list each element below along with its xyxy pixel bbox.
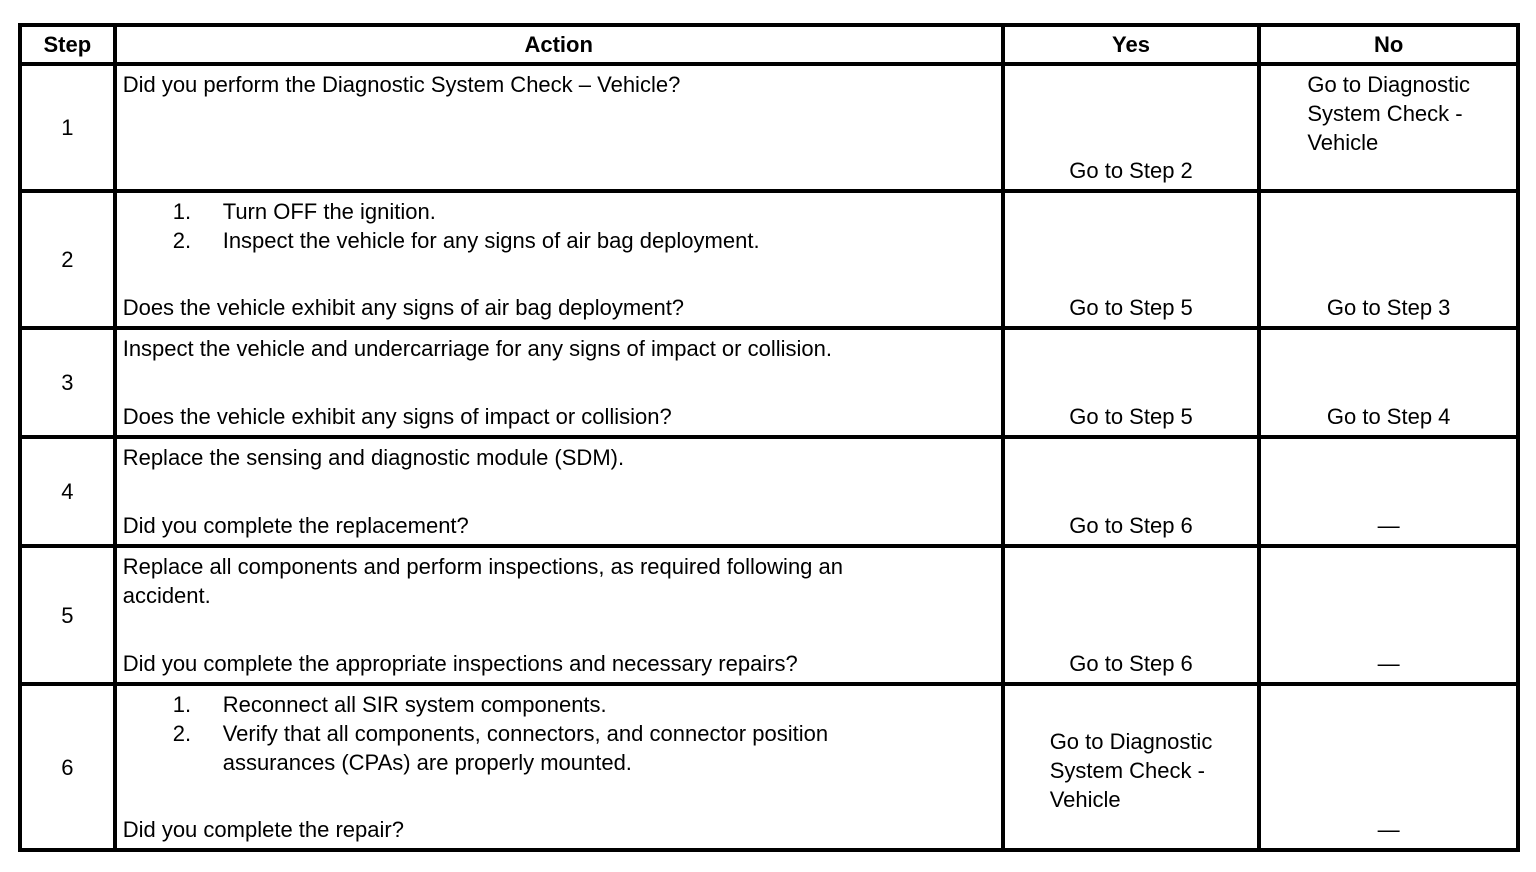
no-cell (1259, 64, 1518, 191)
header-yes: Yes (1003, 25, 1260, 64)
action-question: Did you complete the replacement? (122, 513, 469, 538)
list-line: assurances (CPAs) are properly mounted. (222, 750, 632, 775)
list-number: 1. (172, 199, 192, 224)
no-cell: — (1259, 437, 1518, 546)
list-item (123, 197, 995, 226)
no-line: Vehicle (1307, 130, 1379, 155)
header-step: Step (20, 25, 115, 64)
action-line: accident. (122, 583, 211, 608)
step-number: 3 (20, 328, 115, 437)
list-line: Verify that all components, connectors, and connector position (222, 721, 829, 746)
no-cell: — (1259, 546, 1518, 684)
step-number: 4 (20, 437, 115, 546)
action-text: Replace the sensing and diagnostic module (SDM). (122, 445, 625, 470)
action-cell (115, 191, 1003, 328)
table-row (20, 546, 1518, 684)
action-question: Did you complete the appropriate inspections and necessary repairs? (122, 651, 798, 676)
table-row (20, 191, 1518, 328)
action-cell (115, 437, 1003, 546)
action-list (123, 690, 995, 777)
action-cell (115, 546, 1003, 684)
list-item (123, 690, 995, 719)
table-row (20, 328, 1518, 437)
yes-cell: Go to Step 2 (1003, 64, 1260, 191)
table-row (20, 684, 1518, 850)
step-number: 6 (20, 684, 115, 850)
list-item (123, 226, 995, 255)
list-text: Turn OFF the ignition. (222, 199, 436, 224)
yes-cell: Go to Step 6 (1003, 546, 1260, 684)
yes-cell: Go to Step 5 (1003, 191, 1260, 328)
action-cell (115, 64, 1003, 191)
yes-cell: Go to Step 6 (1003, 437, 1260, 546)
list-text: Inspect the vehicle for any signs of air bag deployment. (222, 228, 760, 253)
list-number: 2. (172, 228, 192, 253)
action-line: Replace all components and perform inspections, as required following an (122, 554, 843, 579)
action-question: Did you complete the repair? (122, 817, 404, 842)
step-number: 1 (20, 64, 115, 191)
list-number: 2. (172, 721, 192, 746)
yes-text (1050, 727, 1213, 814)
no-line: Go to Diagnostic (1307, 72, 1470, 97)
action-cell (115, 684, 1003, 850)
action-text (123, 552, 995, 610)
list-number: 1. (172, 692, 192, 717)
header-action: Action (115, 25, 1003, 64)
table-row (20, 64, 1518, 191)
action-list (123, 197, 995, 255)
action-cell (115, 328, 1003, 437)
no-cell: Go to Step 3 (1259, 191, 1518, 328)
yes-line: Go to Diagnostic (1049, 728, 1213, 754)
action-question: Does the vehicle exhibit any signs of air bag deployment? (122, 295, 685, 320)
yes-cell (1003, 684, 1260, 850)
no-text (1307, 70, 1470, 157)
action-question: Does the vehicle exhibit any signs of impact or collision? (122, 404, 672, 429)
no-cell: — (1259, 684, 1518, 850)
list-text (223, 719, 828, 777)
header-no: No (1259, 25, 1518, 64)
table-row (20, 437, 1518, 546)
list-item (123, 719, 995, 777)
action-text: Did you perform the Diagnostic System Check – Vehicle? (122, 72, 681, 97)
yes-cell: Go to Step 5 (1003, 328, 1260, 437)
header-row (20, 25, 1518, 64)
step-number: 5 (20, 546, 115, 684)
no-cell: Go to Step 4 (1259, 328, 1518, 437)
list-text: Reconnect all SIR system components. (222, 692, 607, 717)
yes-line: System Check - (1049, 757, 1205, 783)
yes-line: Vehicle (1049, 786, 1121, 812)
step-number: 2 (20, 191, 115, 328)
no-line: System Check - (1307, 101, 1463, 126)
action-text: Inspect the vehicle and undercarriage for any signs of impact or collision. (122, 336, 832, 361)
diagnostic-table (18, 23, 1520, 852)
